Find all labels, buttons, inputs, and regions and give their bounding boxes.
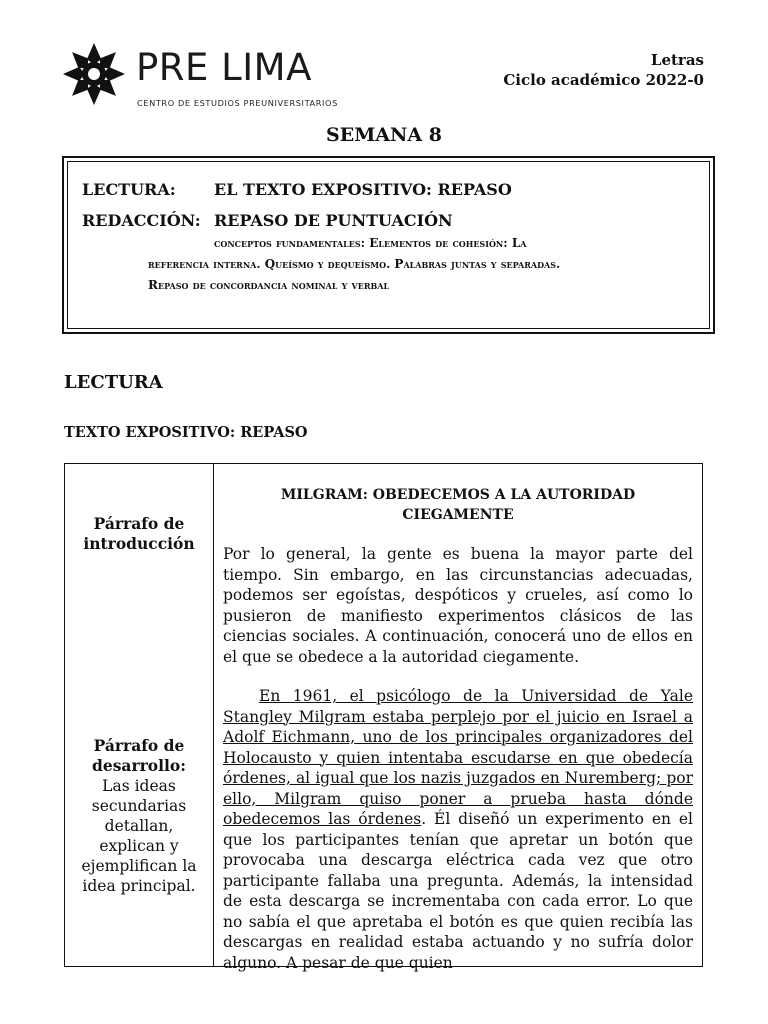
redaccion-topics xyxy=(84,233,704,296)
development-underlined-text: En 1961, el psicólogo de la Universidad de Yale Stangley Milgram estaba perplejo por el juicio en Israel a Adolf Eichmann, uno de los principales organizadores del Holocausto y quien intentaba escudarse en que obedecía órdenes, al igual que los nazis juzgados en Nuremberg; por ello, Milgram quiso poner a prueba hasta dónde obedecemos las órdenes xyxy=(223,687,693,828)
course-info xyxy=(503,50,704,90)
intro-paragraph: Por lo general, la gente es buena la mayor parte del tiempo. Sin embargo, en las circunstancias adecuadas, podemos ser egoístas, despóticos y crueles, así como lo pusieron de manifiesto experimentos clásicos de las ciencias sociales. A continuación, conocerá uno de ellos en el que se obedece a la autoridad ciegamente. xyxy=(223,545,693,666)
development-rest-text: . Él diseñó un experimento en el que los participantes tenían que apretar un botón que provocaba una descarga eléctrica cada vez que otro participante fallaba una pregunta. Además, la intensidad de esta descarga se incrementaba con cada error. Lo que no sabía el que apretaba el botón es que quien recibía las descargas en realidad estaba actuando y no sufría dolor alguno. A pesar de que quien xyxy=(223,810,693,972)
intro-label: Párrafo de introducción xyxy=(83,514,195,553)
development-label-text: Las ideas secundarias detallan, explican y ejemplifican la idea principal. xyxy=(81,777,197,895)
development-paragraph xyxy=(223,686,693,973)
pre-lima-logo xyxy=(62,40,342,112)
redaccion-value: REPASO DE PUNTUACIÓN xyxy=(214,211,453,230)
column-divider xyxy=(213,464,214,966)
redaccion-key: REDACCIÓN: xyxy=(82,211,201,230)
topics-line-3: Repaso de concordancia nominal y verbal xyxy=(148,278,390,292)
topics-line-1: conceptos fundamentales: Elementos de cohesión: La xyxy=(214,236,527,250)
lectura-value: EL TEXTO EXPOSITIVO: REPASO xyxy=(214,180,512,199)
lectura-key: LECTURA: xyxy=(82,180,176,199)
flower-star-icon xyxy=(62,42,126,106)
development-paragraph-cell xyxy=(223,686,693,973)
topics-line-2: referencia interna. Queísmo y dequeísmo. Palabras juntas y separadas. xyxy=(148,257,561,271)
logo-name: PRE LIMA xyxy=(136,46,312,89)
subsection-title: TEXTO EXPOSITIVO: REPASO xyxy=(64,424,308,441)
development-label-title: Párrafo de desarrollo: xyxy=(92,736,186,775)
course-name: Letras xyxy=(650,51,704,69)
reading-table xyxy=(64,463,703,972)
development-label xyxy=(65,736,213,896)
week-title: SEMANA 8 xyxy=(326,124,442,146)
article-title: MILGRAM: OBEDECEMOS A LA AUTORIDAD CIEGAMENTE xyxy=(280,487,636,523)
logo-subtitle: CENTRO DE ESTUDIOS PREUNIVERSITARIOS xyxy=(137,98,338,108)
intro-paragraph-cell xyxy=(223,544,693,667)
section-title: LECTURA xyxy=(64,372,163,393)
academic-cycle: Ciclo académico 2022-0 xyxy=(503,71,704,89)
